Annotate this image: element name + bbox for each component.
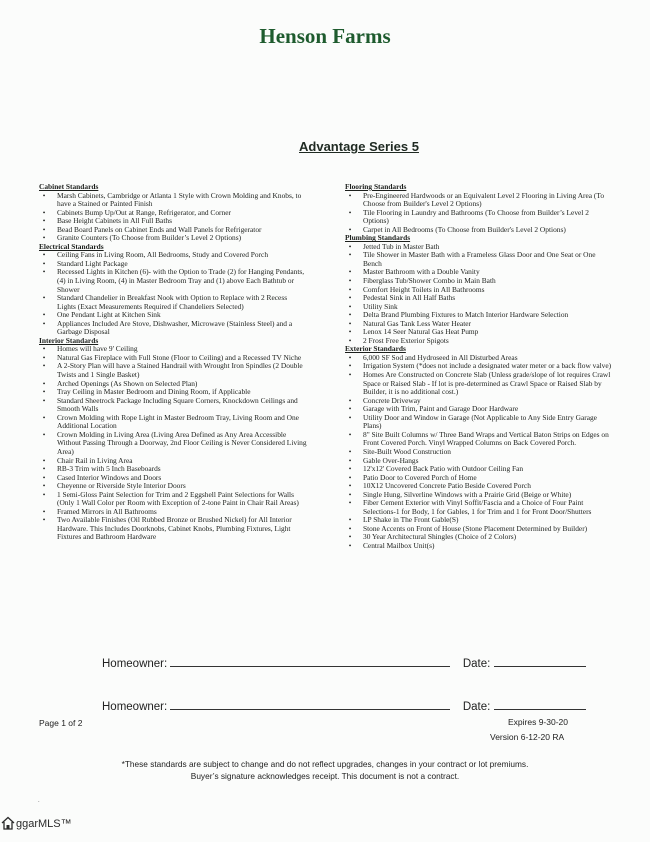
bullet-icon: •: [42, 207, 46, 217]
section-heading: Flooring Standards: [345, 182, 407, 191]
date-label: Date:: [462, 658, 491, 670]
list-item-text: Pre-Engineered Hardwoods or an Equivalent Level 2 Flooring in Living Area (To Choose from Builder's Level 2 Options): [363, 190, 605, 209]
date-line[interactable]: [494, 656, 586, 667]
bullet-icon: •: [42, 506, 46, 516]
bullet-icon: •: [348, 267, 352, 277]
bullet-icon: •: [42, 481, 46, 491]
bullet-icon: •: [348, 301, 352, 311]
bullet-icon: •: [42, 395, 46, 405]
section-heading: Electrical Standards: [39, 241, 104, 251]
list-item-text: A 2-Story Plan will have a Stained Handrail with Wrought Iron Spindles (2 Double Twists and 1 Single Basket): [57, 361, 303, 380]
list-item-text: Base Height Cabinets in All Full Baths: [57, 216, 172, 226]
section-heading: Plumbing Standards: [345, 233, 411, 243]
list-item-text: Cabinets Bump Up/Out at Range, Refrigerator, and Corner: [57, 207, 231, 217]
list-item-text: Pedestal Sink in All Half Baths: [363, 293, 456, 303]
list-item: [39, 397, 307, 414]
bullet-icon: •: [42, 378, 46, 388]
bullet-icon: •: [348, 404, 352, 414]
list-item-text: 10X12 Uncovered Concrete Patio Beside Covered Porch: [363, 481, 531, 491]
bullet-icon: •: [42, 250, 46, 260]
list-item-text: Gable Over-Hangs: [363, 455, 419, 465]
bullet-icon: •: [42, 361, 46, 371]
list-item-text: Utility Sink: [363, 301, 398, 311]
list-item: [39, 362, 307, 379]
bullet-icon: •: [42, 472, 46, 482]
bullet-icon: •: [348, 412, 352, 422]
list-item-text: Natural Gas Fireplace with Full Stone (Floor to Ceiling) and a Recessed TV Niche: [57, 352, 302, 362]
list-item-text: 2 Frost Free Exterior Spigots: [363, 335, 449, 345]
list-item-text: 8" Site Built Columns w/ Three Band Wraps and Vertical Baton Strips on Edges on Front Covered Porch. Vinyl Wrapped Columns on Back Covered Porch.: [363, 429, 609, 448]
list-item-text: One Pendant Light at Kitchen Sink: [57, 310, 161, 320]
bullet-icon: •: [42, 267, 46, 277]
bullet-icon: •: [348, 472, 352, 482]
list-item-text: Framed Mirrors in All Bathrooms: [57, 506, 157, 516]
list-item-text: Natural Gas Tank Less Water Heater: [363, 318, 471, 328]
list-item: [39, 268, 307, 294]
page-title: Henson Farms: [259, 24, 391, 48]
list-item-text: Irrigation System (*does not include a designated water meter or a back flow valve): [363, 361, 612, 371]
list-item-text: Recessed Lights in Kitchen (6)- with the Option to Trade (2) for Hanging Pendants, (4) in Living Room, (4) in Master Bedroom Tray and (1) above Each Bathtub or Shower: [57, 267, 305, 294]
list-item-text: Concrete Driveway: [363, 395, 421, 405]
house-icon: [1, 816, 15, 830]
list-item-text: Two Available Finishes (Oil Rubbed Bronze or Brushed Nickel) for All Interior Hardware. This Includes Doorknobs, Cabinet Knobs, Plumbing Fixtures, Light Fixtures and Bathroom Hardware: [57, 515, 292, 542]
list-item: [345, 542, 613, 551]
bullet-icon: •: [348, 498, 352, 508]
list-item-text: 6,000 SF Sod and Hydroseed in All Disturbed Areas: [363, 352, 518, 362]
bullet-icon: •: [348, 523, 352, 533]
list-item-text: Utility Door and Window in Garage (Not Applicable to Any Side Entry Garage Plans): [363, 412, 597, 431]
mls-watermark: [1, 816, 72, 830]
bullet-icon: •: [348, 361, 352, 371]
bullet-icon: •: [348, 464, 352, 474]
bullet-icon: •: [42, 318, 46, 328]
bullet-icon: •: [348, 276, 352, 286]
list-item-text: Appliances Included Are Stove, Dishwasher, Microwave (Stainless Steel) and a Garbage Disposal: [57, 318, 293, 337]
list-item-text: Cheyenne or Riverside Style Interior Doors: [57, 481, 186, 491]
signature-row-1: [102, 656, 586, 670]
list-item-text: 30 Year Architectural Shingles (Choice of 2 Colors): [363, 532, 517, 542]
bullet-icon: •: [348, 352, 352, 362]
list-item: [39, 414, 307, 431]
list-item-text: Lenox 14 Seer Natural Gas Heat Pump: [363, 327, 479, 337]
list-item-text: Carpet in All Bedrooms (To Choose from Builder's Level 2 Options): [363, 224, 566, 234]
list-item: [345, 192, 613, 209]
bullet-icon: •: [42, 489, 46, 499]
bullet-icon: •: [42, 293, 46, 303]
list-item-text: Single Hung, Silverline Windows with a Prairie Grid (Beige or White): [363, 489, 572, 499]
list-item-text: Standard Chandelier in Breakfast Nook with Option to Replace with 2 Recess Lights (Exact Measurements Required if Chandeliers Selected): [57, 293, 288, 311]
section-heading: Interior Standards: [39, 335, 99, 345]
homeowner-label: Homeowner:: [102, 658, 168, 670]
bullet-icon: •: [42, 190, 46, 200]
expires-text: Expires 9-30-20: [508, 717, 569, 727]
bullet-icon: •: [42, 344, 46, 354]
bullet-icon: •: [42, 310, 46, 320]
bullet-icon: •: [348, 455, 352, 465]
list-item-text: RB-3 Trim with 5 Inch Baseboards: [57, 464, 161, 474]
series-title: Advantage Series 5: [299, 139, 419, 154]
list-item: [39, 516, 307, 542]
list-item-text: Master Bathroom with a Double Vanity: [363, 267, 480, 277]
list-item: [39, 192, 307, 209]
list-item-text: Standard Light Package: [57, 258, 128, 268]
list-item: [345, 251, 613, 268]
list-item-text: Crown Molding with Rope Light in Master Bedroom Tray, Living Room and One Additional Location: [57, 412, 299, 431]
list-item-text: Patio Door to Covered Porch of Home: [363, 472, 477, 482]
version-text: Version 6-12-20 RA: [490, 732, 565, 742]
list-item-text: Chair Rail in Living Area: [57, 455, 133, 465]
section-heading: Exterior Standards: [345, 344, 406, 354]
list-item-text: Standard Sheetrock Package Including Square Corners, Knockdown Ceilings and Smooth Walls: [57, 395, 298, 414]
list-item-text: Comfort Height Toilets in All Bathrooms: [363, 284, 485, 294]
disclaimer-line-1: *These standards are subject to change and do not reflect upgrades, changes in your contract or lot premiums.: [121, 759, 529, 769]
bullet-icon: •: [348, 335, 352, 345]
mls-watermark-text: ggarMLS™: [16, 818, 72, 830]
bullet-icon: •: [348, 250, 352, 260]
bullet-icon: •: [42, 258, 46, 268]
homeowner-signature-line[interactable]: [170, 656, 450, 667]
list-item: [39, 234, 307, 243]
date-line[interactable]: [494, 699, 586, 710]
bullet-icon: •: [348, 190, 352, 200]
section-heading: Cabinet Standards: [39, 182, 99, 191]
list-item-text: Garage with Trim, Paint and Garage Door Hardware: [363, 404, 519, 414]
list-item: [345, 414, 613, 431]
list-item-text: Bead Board Panels on Cabinet Ends and Wall Panels for Refrigerator: [57, 224, 262, 234]
list-item-text: Cased Interior Windows and Doors: [57, 472, 162, 482]
list-item-text: Marsh Cabinets, Cambridge or Atlanta 1 Style with Crown Molding and Knobs, to have a Stained or Painted Finish: [57, 190, 302, 209]
homeowner-label: Homeowner:: [102, 701, 168, 713]
bullet-icon: •: [42, 352, 46, 362]
list-item-text: Tile Flooring in Laundry and Bathrooms (To Choose from Builder’s Level 2 Options): [363, 207, 589, 226]
list-item-text: 1 Semi-Gloss Paint Selection for Trim and 2 Eggshell Paint Selections for Walls (Only 1 Wall Color per Room with Exception of 2-tone Paint in Chair Rail Areas): [57, 489, 299, 508]
bullet-icon: •: [42, 387, 46, 397]
list-item-text: Homes Are Constructed on Concrete Slab (Unless grade/slope of lot requires Crawl Space or Raised Slab - If lot is pre-determined as Crawl Space or Raised Slab by Builder, it is no additional cost.): [363, 370, 611, 397]
list-item-text: Granite Counters (To Choose from Builder’s Level 2 Options): [57, 233, 242, 243]
bullet-icon: •: [42, 216, 46, 226]
left-column: [39, 183, 307, 542]
list-item-text: Fiberglass Tub/Shower Combo in Main Bath: [363, 276, 496, 286]
list-item-text: Site-Built Wood Construction: [363, 446, 451, 456]
list-item-text: Fiber Cement Exterior with Vinyl Soffit/Fascia and a Choice of Four Paint Selections-1 for Body, 1 for Gables, 1 for Trim and 1 for Front Door/Shutters: [363, 498, 592, 516]
bullet-icon: •: [348, 540, 352, 550]
bullet-icon: •: [42, 429, 46, 439]
list-item-text: LP Shake in The Front Gable(S): [363, 515, 459, 525]
list-item-text: Tile Shower in Master Bath with a Frameless Glass Door and One Seat or One Bench: [363, 250, 596, 268]
list-item-text: Tray Ceiling in Master Bedroom and Dining Room, if Applicable: [57, 387, 251, 397]
bullet-icon: •: [348, 293, 352, 303]
list-item-text: Ceiling Fans in Living Room, All Bedrooms, Study and Covered Porch: [57, 250, 269, 260]
bullet-icon: •: [42, 412, 46, 422]
bullet-icon: •: [348, 310, 352, 320]
bullet-icon: •: [42, 464, 46, 474]
list-item-text: Stone Accents on Front of House (Stone Placement Determined by Builder): [363, 523, 588, 533]
list-item-text: Central Mailbox Unit(s): [363, 540, 435, 550]
bullet-icon: •: [42, 515, 46, 525]
bullet-icon: •: [42, 455, 46, 465]
list-item-text: Arched Openings (As Shown on Selected Plan): [57, 378, 198, 388]
list-item: [345, 371, 613, 397]
bullet-icon: •: [348, 207, 352, 217]
bullet-icon: •: [348, 327, 352, 337]
bullet-icon: •: [348, 481, 352, 491]
right-column: [345, 183, 613, 551]
bullet-icon: •: [348, 532, 352, 542]
bullet-icon: •: [348, 515, 352, 525]
bullet-icon: •: [348, 395, 352, 405]
date-label: Date:: [462, 701, 491, 713]
list-item: [345, 499, 613, 516]
list-item: [345, 337, 613, 346]
list-item-text: Homes will have 9' Ceiling: [57, 344, 138, 354]
disclaimer-line-2: Buyer’s signature acknowledges receipt. This document is not a contract.: [190, 771, 460, 781]
list-item-text: Crown Molding in Living Area (Living Area Defined as Any Area Accessible Without Passing Through a Doorway, 2nd Floor Ceiling is Never Considered Living Area): [57, 429, 307, 456]
bullet-icon: •: [348, 318, 352, 328]
list-item: [345, 431, 613, 448]
list-item-text: Delta Brand Plumbing Fixtures to Match Interior Hardware Selection: [363, 310, 569, 320]
list-item: [39, 491, 307, 508]
homeowner-signature-line[interactable]: [170, 699, 450, 710]
bullet-icon: •: [42, 224, 46, 234]
bullet-icon: •: [348, 429, 352, 439]
list-item: [345, 209, 613, 226]
signature-row-2: [102, 699, 586, 713]
page-number: Page 1 of 2: [39, 718, 83, 728]
bullet-icon: •: [348, 284, 352, 294]
stray-mark: .: [38, 798, 40, 804]
list-item: [345, 226, 613, 235]
list-item: [39, 431, 307, 457]
list-item: [39, 320, 307, 337]
bullet-icon: •: [348, 446, 352, 456]
list-item: [39, 294, 307, 311]
bullet-icon: •: [348, 241, 352, 251]
bullet-icon: •: [42, 233, 46, 243]
list-item-text: 12'x12' Covered Back Patio with Outdoor Ceiling Fan: [363, 464, 524, 474]
bullet-icon: •: [348, 370, 352, 380]
bullet-icon: •: [348, 489, 352, 499]
list-item-text: Jetted Tub in Master Bath: [363, 241, 440, 251]
bullet-icon: •: [348, 224, 352, 234]
